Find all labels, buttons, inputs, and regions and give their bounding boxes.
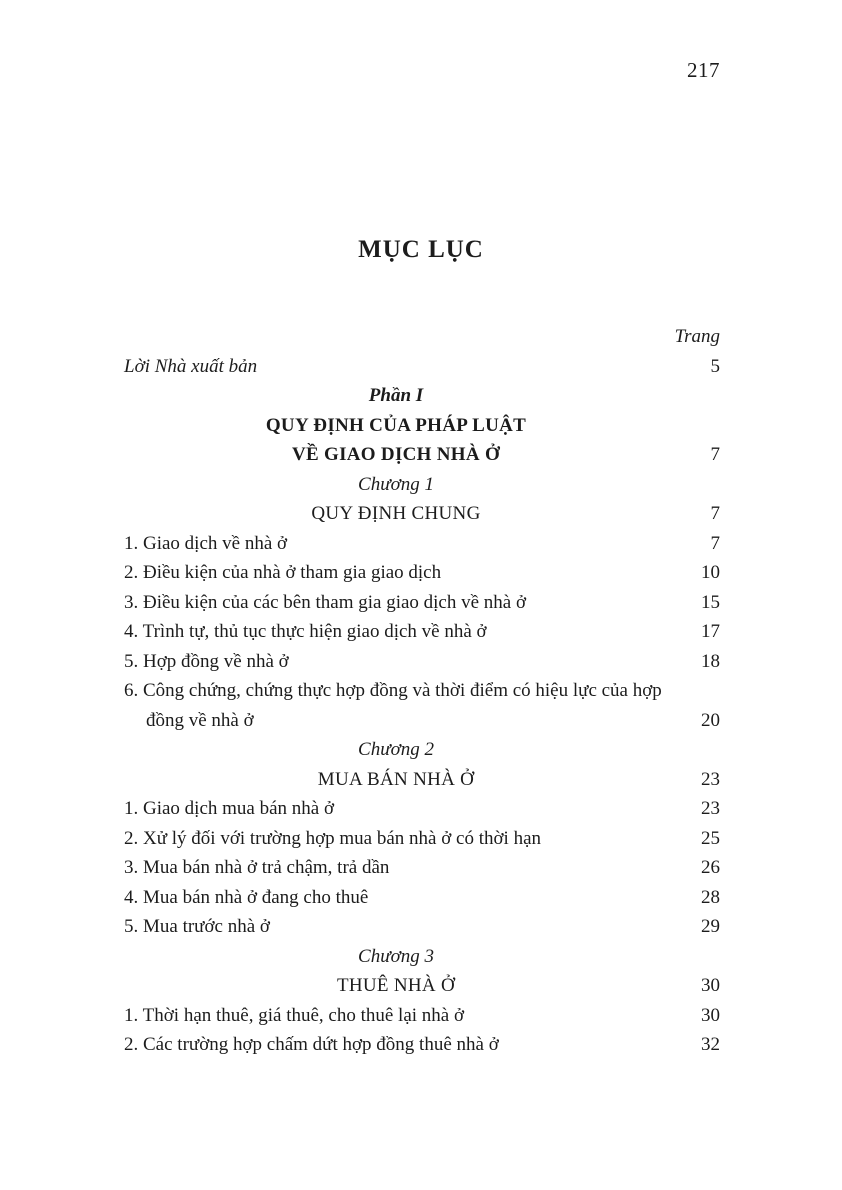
toc-row [124, 883, 720, 913]
toc-entry-text: 1. Giao dịch về nhà ở [124, 532, 288, 554]
toc-row [124, 411, 720, 441]
toc-entry-text: 2. Các trường hợp chấm dứt hợp đồng thuê nhà ở [124, 1034, 499, 1055]
toc-entry-text: 2. Xử lý đối với trường hợp mua bán nhà ở có thời hạn [124, 827, 541, 849]
toc-section [124, 322, 720, 1060]
toc-list [124, 352, 720, 1060]
toc-row [124, 1030, 720, 1060]
toc-row [124, 647, 720, 677]
toc-row [124, 470, 720, 500]
toc-row [124, 824, 720, 854]
toc-row [124, 558, 720, 588]
toc-entry-text: Lời Nhà xuất bản [124, 355, 258, 377]
toc-row [124, 617, 720, 647]
toc-entry-text: Chương 3 [358, 945, 434, 967]
toc-entry-text: 5. Mua trước nhà ở [124, 916, 270, 937]
toc-entry-page: 18 [701, 650, 720, 672]
toc-entry-page: 15 [701, 591, 720, 613]
toc-row [124, 912, 720, 942]
toc-entry-page: 30 [701, 1004, 720, 1026]
toc-entry-page: 7 [710, 532, 720, 554]
toc-entry-page: 28 [701, 886, 720, 908]
page-number: 217 [687, 58, 720, 82]
toc-entry-page: 30 [701, 975, 720, 996]
page-title: MỤC LỤC [358, 236, 484, 263]
toc-row [124, 529, 720, 559]
toc-entry-page: 10 [701, 562, 720, 583]
toc-row [124, 1001, 720, 1031]
toc-entry-text: 1. Thời hạn thuê, giá thuê, cho thuê lại nhà ở [124, 1004, 465, 1026]
toc-row [124, 588, 720, 618]
toc-row [124, 381, 720, 411]
toc-entry-text: MUA BÁN NHÀ Ở [317, 768, 475, 790]
toc-row [124, 440, 720, 470]
toc-entry-text: 2. Điều kiện của nhà ở tham gia giao dịch [124, 562, 442, 583]
toc-entry-text: THUÊ NHÀ Ở [336, 975, 456, 996]
toc-entry-page: 7 [710, 503, 720, 524]
toc-entry-page: 29 [701, 916, 720, 937]
toc-entry-text: QUY ĐỊNH CỦA PHÁP LUẬT [265, 414, 527, 436]
toc-entry-text: Chương 2 [358, 739, 434, 760]
toc-row [124, 765, 720, 795]
toc-entry-text: 3. Mua bán nhà ở trả chậm, trả dần [124, 857, 390, 878]
toc-entry-page: 23 [701, 798, 720, 819]
toc-entry-page: 32 [701, 1034, 720, 1055]
toc-row [124, 971, 720, 1001]
column-header-trang: Trang [674, 326, 720, 347]
toc-entry-text: QUY ĐỊNH CHUNG [311, 503, 481, 524]
toc-entry-page: 20 [701, 709, 720, 731]
toc-entry-text: 1. Giao dịch mua bán nhà ở [124, 798, 335, 819]
toc-entry-text: Chương 1 [358, 473, 434, 495]
toc-row [124, 499, 720, 529]
toc-row [124, 676, 720, 735]
toc-entry-text: VỀ GIAO DỊCH NHÀ Ở [291, 444, 501, 465]
toc-entry-page: 17 [701, 621, 720, 642]
toc-row [124, 853, 720, 883]
toc-entry-text: 6. Công chứng, chứng thực hợp đồng và thời điểm có hiệu lực của hợp đồng về nhà ở [124, 680, 662, 731]
toc-entry-text: 5. Hợp đồng về nhà ở [124, 650, 289, 672]
toc-entry-page: 26 [701, 857, 720, 878]
toc-entry-page: 23 [701, 768, 720, 790]
toc-entry-page: 25 [701, 827, 720, 849]
toc-entry-text: 3. Điều kiện của các bên tham gia giao dịch về nhà ở [124, 591, 527, 613]
toc-entry-text: 4. Trình tự, thủ tục thực hiện giao dịch về nhà ở [124, 621, 487, 642]
toc-row [124, 735, 720, 765]
toc-entry-page: 7 [710, 444, 720, 465]
toc-row [124, 352, 720, 382]
toc-row [124, 794, 720, 824]
toc-entry-text: 4. Mua bán nhà ở đang cho thuê [124, 886, 369, 908]
toc-entry-page: 5 [710, 355, 720, 377]
toc-row [124, 942, 720, 972]
toc-entry-text: Phần I [368, 385, 424, 406]
